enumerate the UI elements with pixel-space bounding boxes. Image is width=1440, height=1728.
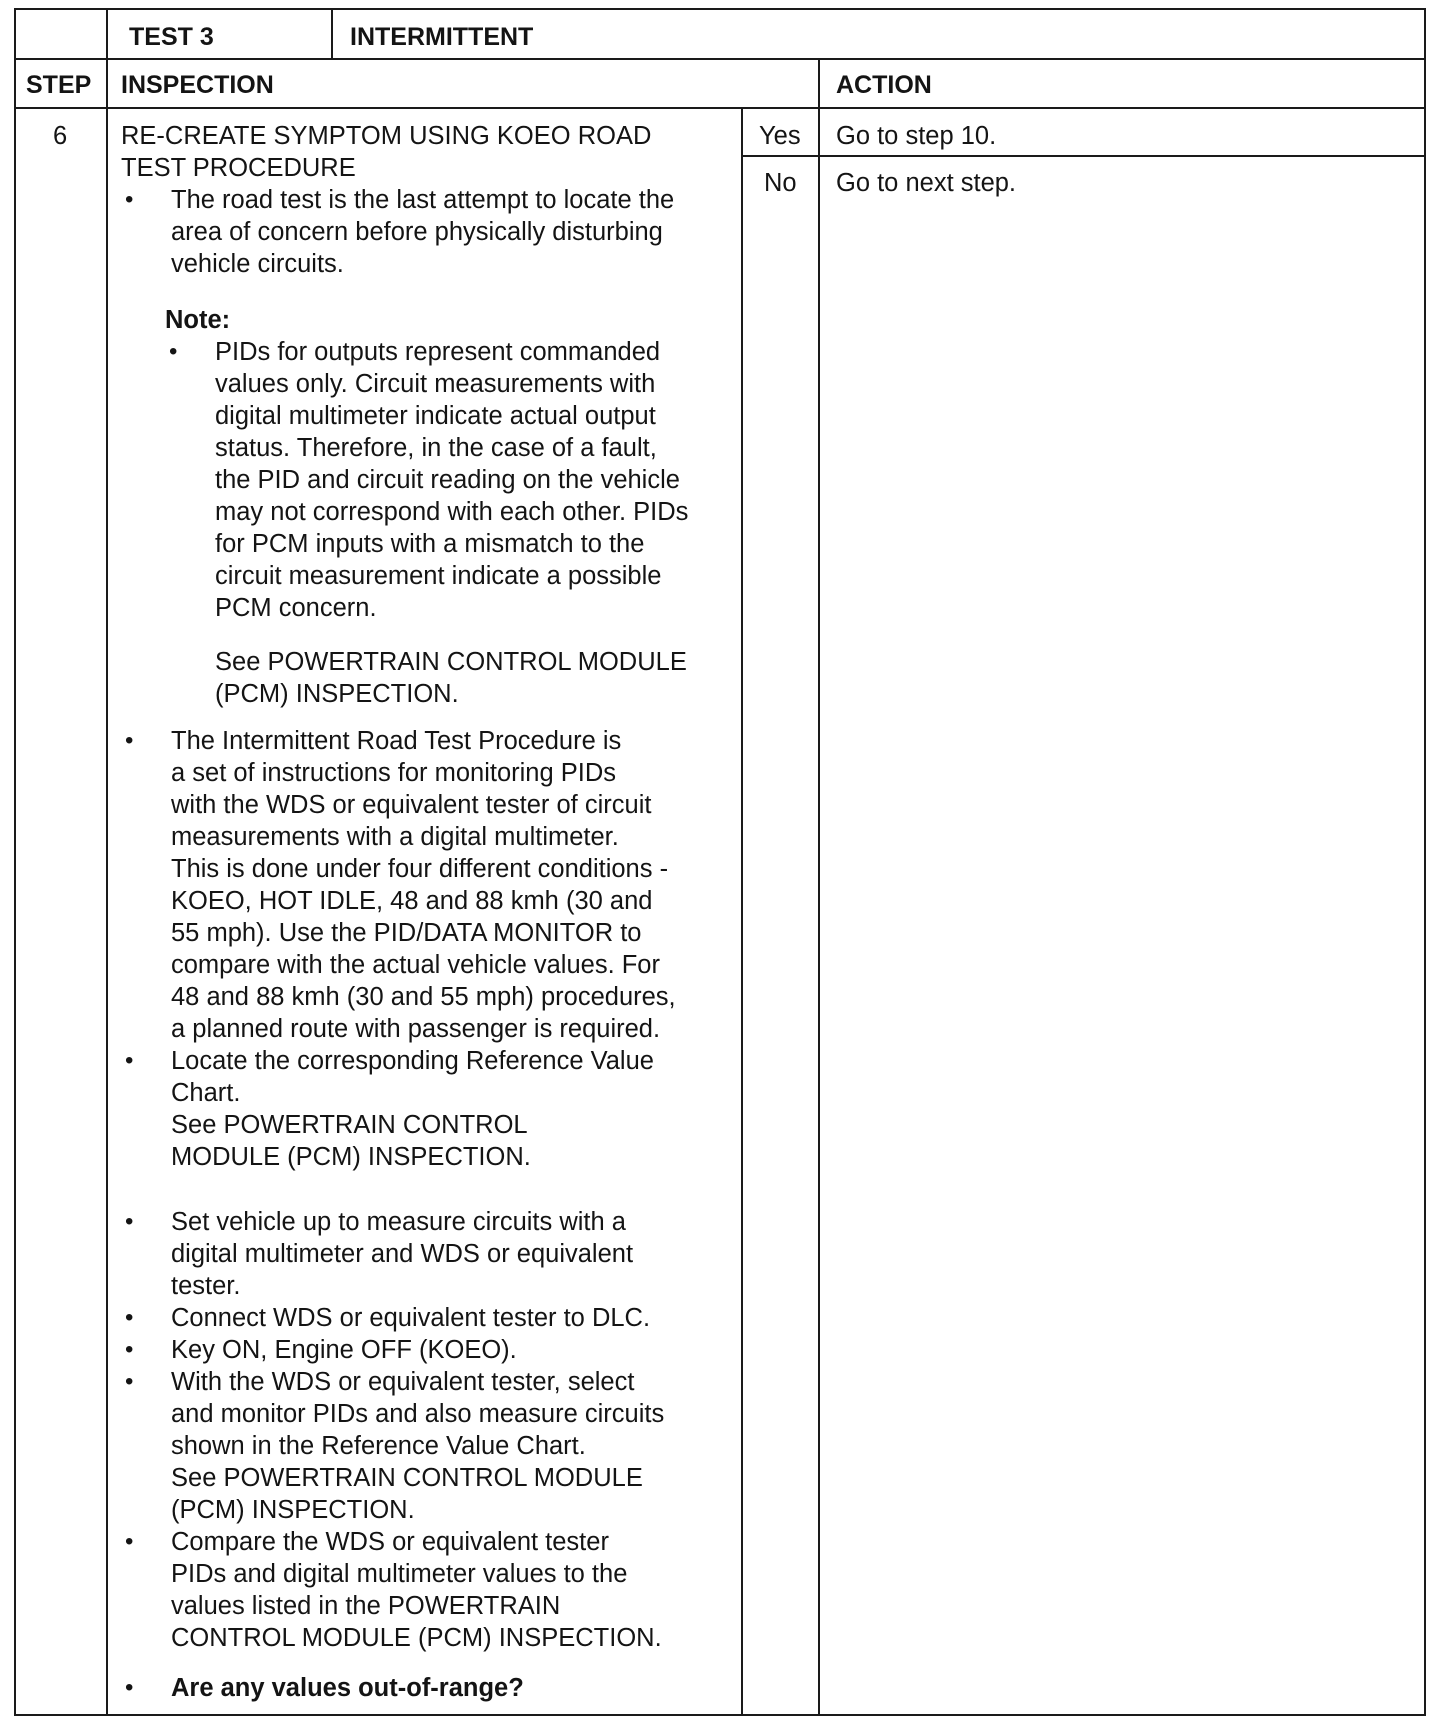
rule-title-split (331, 10, 333, 58)
action-no: Go to next step. (836, 169, 1017, 197)
bullet-dot: • (125, 727, 134, 754)
bullet-text-5: Connect WDS or equivalent tester to DLC. (171, 1304, 651, 1332)
column-step: STEP (26, 71, 92, 99)
bullet-text-3: Locate the corresponding Reference Value Chart. See POWERTRAIN CONTROL MODULE (PCM) INSPECTION. (171, 1047, 654, 1171)
bullet-text-4: Set vehicle up to measure circuits with a digital multimeter and WDS or equivalent tester. (171, 1208, 634, 1300)
answer-yes: Yes (759, 122, 801, 150)
bullet-dot: • (125, 186, 134, 213)
column-inspection: INSPECTION (121, 71, 274, 99)
rule-action-col (818, 58, 820, 1714)
bullet-dot: • (125, 1528, 134, 1555)
rule-columns (16, 107, 1424, 109)
step-number: 6 (53, 122, 68, 150)
note-text: PIDs for outputs represent commanded values only. Circuit measurements with digital multimeter indicate actual output status. Therefore, in the case of a fault, the PID and circuit reading on the vehicle may not correspond with each other. PIDs for PCM inputs with a mismatch to the circuit measurement indicate a possible PCM concern. (215, 338, 689, 622)
bullet-dot: • (125, 1368, 134, 1395)
bullet-dot: • (125, 1674, 134, 1701)
note-see-reference: See POWERTRAIN CONTROL MODULE (PCM) INSPECTION. (215, 648, 687, 708)
rule-answer-col (741, 107, 743, 1714)
rule-title (16, 58, 1424, 60)
step-title-line-1: RE-CREATE SYMPTOM USING KOEO ROAD (121, 122, 652, 150)
step-title-line-2: TEST PROCEDURE (121, 154, 356, 182)
rule-yes-no (741, 155, 1424, 157)
bullet-dot: • (125, 1336, 134, 1363)
column-action: ACTION (836, 71, 932, 99)
test-procedure-table (14, 8, 1426, 1716)
note-label: Note: (165, 306, 231, 334)
bullet-text-1: The road test is the last attempt to locate the area of concern before physically disturbing vehicle circuits. (171, 186, 675, 278)
test-id: TEST 3 (129, 23, 214, 51)
test-name: INTERMITTENT (350, 23, 534, 51)
bullet-text-7: With the WDS or equivalent tester, select and monitor PIDs and also measure circuits shown in the Reference Value Chart. See POWERTRAIN CONTROL MODULE (PCM) INSPECTION. (171, 1368, 665, 1524)
bullet-text-2: The Intermittent Road Test Procedure is a set of instructions for monitoring PIDs with the WDS or equivalent tester of circuit measurements with a digital multimeter. This is done under four different conditions - KOEO, HOT IDLE, 48 and 88 kmh (30 and 55 mph). Use the PID/DATA MONITOR to compare with the actual vehicle values. For 48 and 88 kmh (30 and 55 mph) procedures, a planned route with passenger is required. (171, 727, 676, 1043)
rule-step-col (106, 10, 108, 1714)
bullet-dot: • (169, 338, 178, 365)
action-yes: Go to step 10. (836, 122, 997, 150)
bullet-dot: • (125, 1047, 134, 1074)
answer-no: No (764, 169, 797, 197)
bullet-text-6: Key ON, Engine OFF (KOEO). (171, 1336, 517, 1364)
bullet-text-8: Compare the WDS or equivalent tester PIDs and digital multimeter values to the values listed in the POWERTRAIN CONTROL MODULE (PCM) INSPECTION. (171, 1528, 662, 1652)
bullet-dot: • (125, 1304, 134, 1331)
decision-question: Are any values out-of-range? (171, 1674, 524, 1702)
bullet-dot: • (125, 1208, 134, 1235)
